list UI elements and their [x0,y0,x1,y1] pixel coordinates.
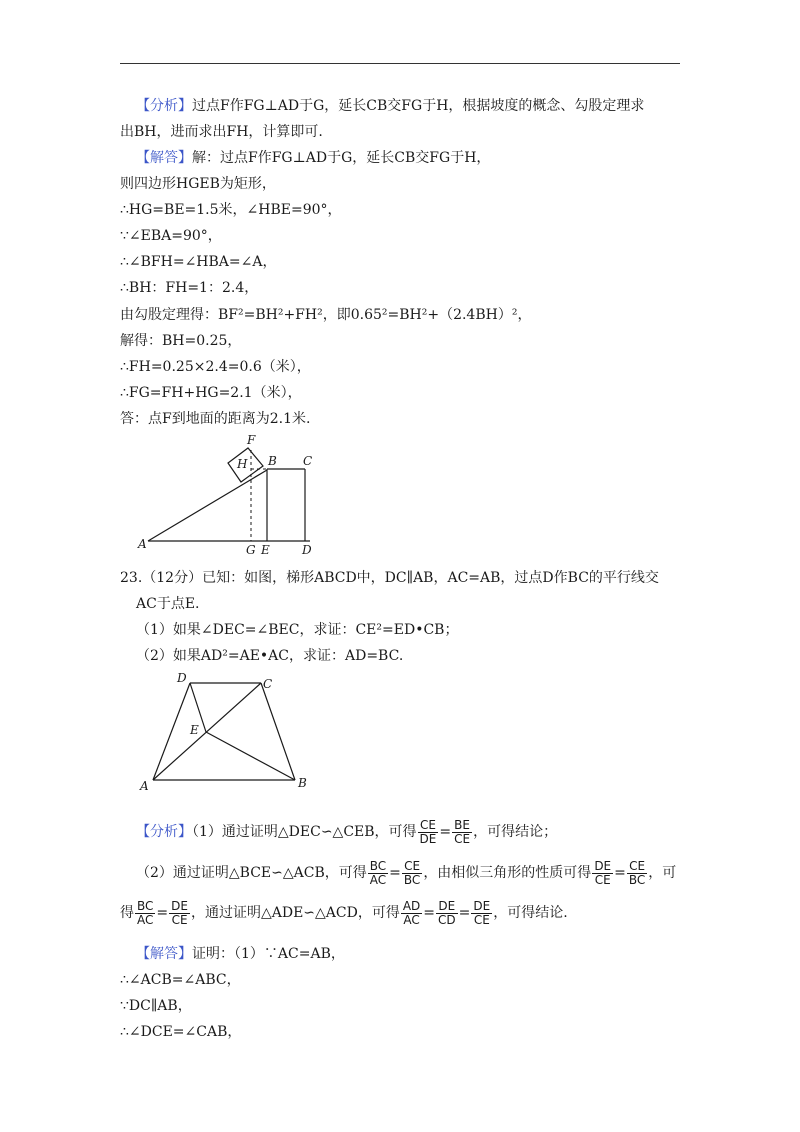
analysis-text: 过点F作FG⊥AD于G，延长CB交FG于H，根据坡度的概念、勾股定理求 [192,98,645,114]
analysis-tag: 【分析】 [136,824,192,840]
fraction: $\frac{DE}{CD}$ [438,898,456,927]
label-H: H [237,457,248,471]
side-cb [261,683,295,780]
answer1-line7: 解得：BH=0.25， [120,333,242,349]
analysis-tag: 【分析】 [136,98,192,114]
answer-text: 证明：（1）∵AC=AB， [192,946,345,962]
label-E: E [261,543,270,557]
answer2-line1: ∴∠ACB=∠ABC， [120,972,241,988]
answer1-line10: 答：点F到地面的距离为2.1米. [120,411,311,427]
fraction: $\frac{DE}{CE}$ [171,898,188,927]
fraction: $\frac{CE}{BC}$ [628,858,646,887]
analysis2-text: ，通过证明△ADE∽△ACD，可得 [190,905,400,921]
answer1-line0 [136,148,490,168]
label-B: B [298,776,307,790]
analysis2-text: ，可 [648,865,677,881]
label-E: E [190,723,199,737]
fraction: $\frac{DE}{CE}$ [473,898,491,927]
fraction: $\frac{BC}{AC}$ [369,858,387,887]
analysis2-line3: 得 $\frac{BC}{AC}$ = $\frac{DE}{CE}$ ，通过证明△ADE∽△ACD，可得 $\frac{AD}{AC}$ = $\frac{DE}{CD}$ = $\frac{DE}{CE}$ ，可得结论. [120,898,568,927]
fraction: $\frac{AD}{AC}$ [402,898,421,927]
answer1-line9: ∴FG=FH+HG=2.1（米）， [120,385,302,401]
analysis2-line2: （2）通过证明△BCE∽△ACB，可得 $\frac{BC}{AC}$ = $\frac{CE}{BC}$ ，由相似三角形的性质可得 $\frac{DE}{CE}$ = $\frac{CE}{BC}$ ，可 [136,858,677,887]
answer1-line6: 由勾股定理得：BF²=BH²+FH²，即0.65²=BH²+（2.4BH）²， [120,307,532,323]
label-F: F [247,433,256,447]
fraction: $\frac{BC}{AC}$ [137,898,154,927]
analysis2-text: ，可得结论. [493,905,568,921]
analysis1-line2: 出BH，进而求出FH，计算即可. [120,124,323,140]
side-ad [153,683,190,780]
analysis1-line1 [136,96,644,116]
q23-line1: 23.（12分）已知：如图，梯形ABCD中，DC∥AB，AC=AB，过点D作BC的平行线交 [120,570,659,586]
label-G: G [246,543,256,557]
analysis2-text: （2）通过证明△BCE∽△ACB，可得 [136,865,367,881]
label-A: A [138,537,147,551]
fraction: $\frac{BE}{CE}$ [454,817,471,846]
fraction: $\frac{CE}{BC}$ [403,858,421,887]
analysis2-text: ，由相似三角形的性质可得 [423,865,592,881]
header-rule [120,63,680,64]
label-D: D [302,543,312,557]
q23-part1: （1）如果∠DEC=∠BEC，求证：CE²=ED•CB； [136,622,459,638]
diagonal-ac [153,683,261,780]
label-C: C [263,677,273,691]
answer-tag: 【解答】 [136,946,192,962]
answer2-line2: ∵DC∥AB， [120,998,192,1014]
answer1-line3: ∵∠EBA=90°， [120,228,222,244]
answer-tag: 【解答】 [136,150,192,166]
q23-part2: （2）如果AD²=AE•AC，求证：AD=BC. [136,648,404,664]
label-C: C [303,454,313,468]
analysis2-line1: 【分析】（1）通过证明△DEC∽△CEB，可得 $\frac{CE}{DE}$ = $\frac{BE}{CE}$ ，可得结论； [136,817,558,846]
label-D: D [177,671,187,685]
answer1-line4: ∴∠BFH=∠HBA=∠A， [120,254,277,270]
trapezoid-figure [135,668,315,796]
analysis2-text: （1）通过证明△DEC∽△CEB，可得 [192,824,417,840]
fraction: $\frac{DE}{CE}$ [594,858,612,887]
label-B: B [268,454,277,468]
label-A: A [140,779,149,793]
answer-text: 解：过点F作FG⊥AD于G，延长CB交FG于H， [192,150,491,166]
answer2-line3: ∴∠DCE=∠CAB， [120,1024,242,1040]
fraction: $\frac{CE}{DE}$ [419,817,437,846]
q23-line2: AC于点E. [136,596,200,612]
analysis2-text: 得 [120,905,134,921]
answer1-line5: ∴BH：FH=1：2.4， [120,280,259,296]
answer1-line8: ∴FH=0.25×2.4=0.6（米）， [120,359,311,375]
answer1-line1: 则四边形HGEB为矩形， [120,176,276,192]
slope-figure [130,430,330,560]
analysis2-text: ，可得结论； [473,824,558,840]
answer2-line0 [136,944,345,964]
slope-line [148,470,267,541]
answer1-line2: ∴HG=BE=1.5米，∠HBE=90°， [120,202,342,218]
segment-eb [206,732,295,780]
